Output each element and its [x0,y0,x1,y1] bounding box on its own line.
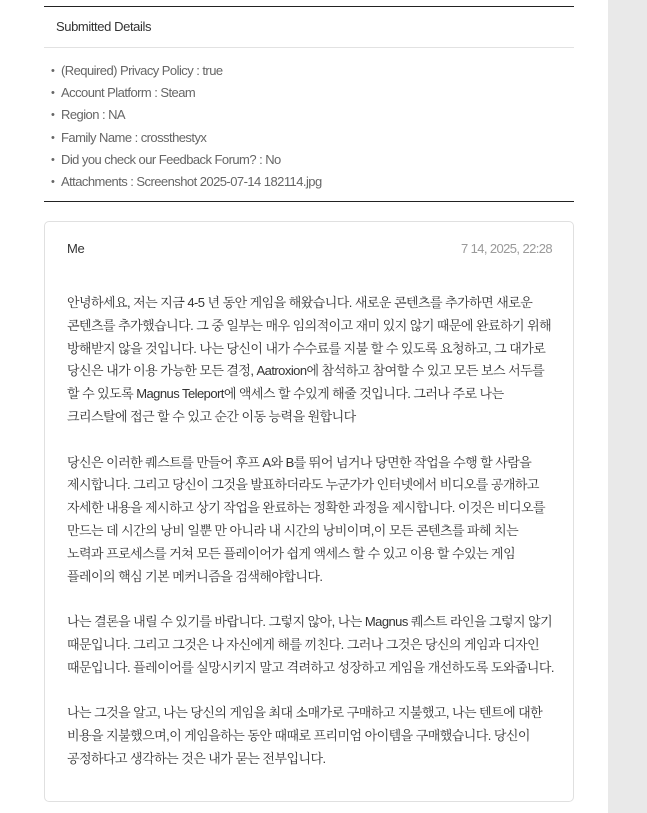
message-paragraph: 안녕하세요, 저는 지금 4-5 년 동안 게임을 해왔습니다. 새로운 콘텐츠를 추가하면 새로운 콘텐츠를 추가했습니다. 그 중 일부는 매우 임의적이고 재미 있지 않기 때문에 완료하기 위해 방해받지 않을 것입니다. 나는 당신이 내가 수수료를 지불 할 수 있도록 요청하고, 그 대가로 당신은 내가 이용 가능한 모든 결정, Aatroxion에 참석하고 참여할 수 있고 모든 보스 서두를 할 수 있도록 Magnus Teleport에 액세스 할 수있게 해줄 것입니다. 그러나 주로 나는 크리스탈에 접근 할 수 있고 순간 이동 능력을 원합니다 [67,295,552,424]
detail-item-text: (Required) Privacy Policy : true [61,63,223,78]
submitted-details-section [44,6,574,202]
detail-item-text: Account Platform : Steam [61,85,196,101]
message-paragraph: 나는 결론을 내릴 수 있기를 바랍니다. 그렇지 않아, 나는 Magnus 퀘스트 라인을 그렇지 않기 때문입니다. 그리고 그것은 나 자신에게 해를 끼친다. 그러나 그것은 당신의 게임과 디자인 때문입니다. 플레이어를 실망시키지 말고 격려하고 성장하고 게임을 개선하도록 도와줍니다. [67,614,554,675]
detail-item-feedback-forum [51,151,574,173]
bullet-icon: • [51,87,55,100]
bullet-icon: • [51,175,55,188]
detail-item-attachments[interactable] [51,173,574,195]
detail-item-account-platform [51,84,574,106]
detail-item-privacy-policy [51,62,574,84]
bullet-icon: • [51,131,55,144]
detail-item-family-name [51,129,574,151]
message-paragraph: 나는 그것을 알고, 나는 당신의 게임을 최대 소매가로 구매하고 지불했고, 나는 텐트에 대한 비용을 지불했으며,이 게임을하는 동안 때때로 프리미엄 아이템을 구매했습니다. 당신이 공정하다고 생각하는 것은 내가 묻는 전부입니다. [67,705,543,766]
submitted-details-title: Submitted Details [44,7,574,48]
message-paragraph: 당신은 이러한 퀘스트를 만들어 후프 A와 B를 뛰어 넘거나 당면한 작업을 수행 할 사람을 제시합니다. 그리고 당신이 그것을 발표하더라도 누군가가 인터넷에서 비디오를 공개하고 자세한 내용을 제시하고 상기 작업을 완료하는 정확한 과정을 제시합니다. 이것은 비디오를 만드는 데 시간의 낭비 일뿐 만 아니라 내 시간의 낭비이며,이 모든 콘텐츠를 파헤 치는 노력과 프로세스를 거쳐 모든 플레이어가 쉽게 액세스 할 수 있고 이용 할 수있는 게임 플레이의 핵심 기본 메커니즘을 검색해야합니다. [67,454,545,584]
bullet-icon: • [51,109,55,122]
bullet-icon: • [51,65,55,77]
detail-item-text: Family Name : crossthestyx [61,129,207,145]
detail-item-text[interactable]: Attachments : Screenshot 2025-07-14 182114.jpg [61,173,322,189]
message-body [67,292,555,771]
detail-item-text: Did you check our Feedback Forum? : No [61,151,281,167]
detail-item-text: Region : NA [61,107,126,123]
message-timestamp: 7 14, 2025, 22:28 [460,241,552,256]
message-card [44,221,574,802]
bullet-icon: • [51,153,55,166]
submitted-details-list [44,48,574,195]
message-author: Me [67,241,85,256]
detail-item-region [51,106,574,128]
